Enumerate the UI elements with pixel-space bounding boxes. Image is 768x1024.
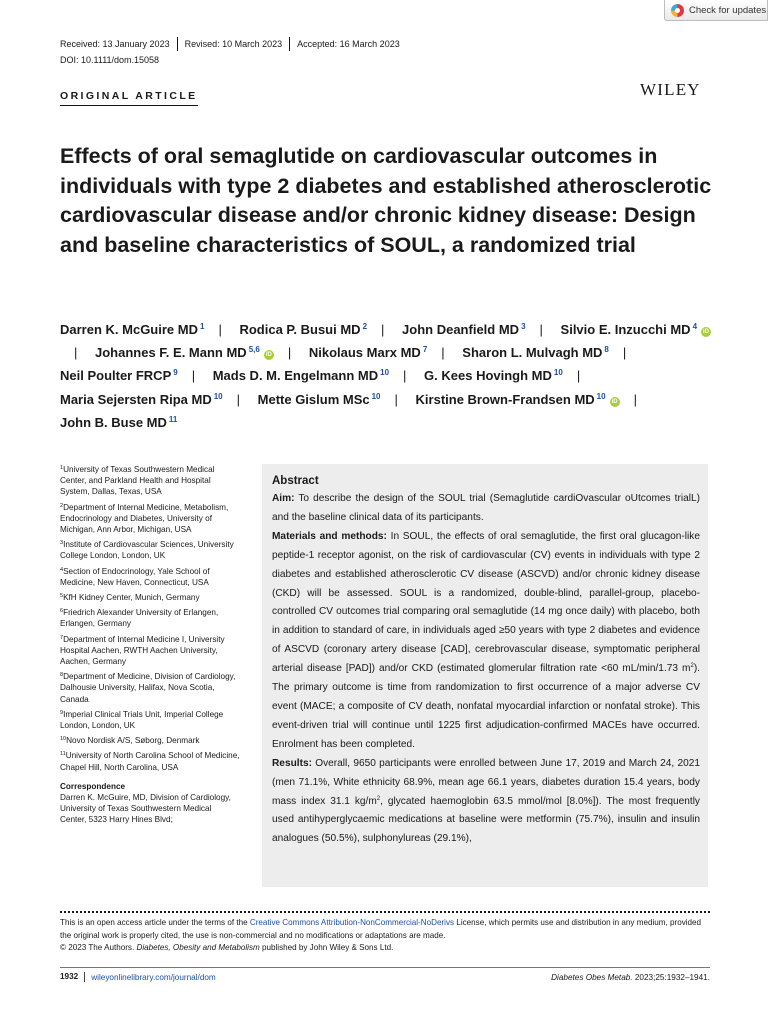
affiliation-number: 2 <box>60 502 64 509</box>
aim-label: Aim: <box>272 493 295 504</box>
author[interactable] <box>424 368 563 383</box>
author-name: Maria Sejersten Ripa MD <box>60 391 212 407</box>
author-name: Mads D. M. Engelmann MD <box>212 368 379 384</box>
author-affiliation-ref[interactable]: 10 <box>596 391 606 401</box>
author[interactable] <box>60 415 177 430</box>
author[interactable] <box>462 345 609 360</box>
author-separator: | <box>539 322 543 337</box>
correspondence-text: Darren K. McGuire, MD, Division of Cardiology, University of Texas Southwestern Medical Center, 5323 Harry Hines Blvd; <box>60 793 231 825</box>
affiliation-number: 6 <box>60 608 64 615</box>
affiliation <box>60 502 240 536</box>
affiliation-number: 10 <box>60 736 67 743</box>
affiliation-number: 4 <box>60 566 64 573</box>
author[interactable] <box>213 368 389 383</box>
author-separator: | <box>394 391 398 407</box>
results-label: Results: <box>272 757 312 769</box>
affiliation <box>60 592 240 603</box>
affiliation-text: University of North Carolina School of Medicine, Chapel Hill, North Carolina, USA <box>60 751 240 772</box>
author-list <box>60 318 720 434</box>
affiliation-number: 1 <box>60 465 64 471</box>
affiliation-text: Department of Internal Medicine, Metabolism, Endocrinology and Diabetes, University of Michigan, Ann Arbor, Michigan, USA <box>60 502 229 535</box>
affiliation-text: Department of Internal Medicine I, University Hospital Aachen, RWTH Aachen University, Aachen, Germany <box>60 634 225 667</box>
author[interactable] <box>60 368 178 383</box>
methods-label: Materials and methods: <box>272 530 387 542</box>
author-affiliation-ref[interactable]: 7 <box>422 345 428 355</box>
affiliation <box>60 709 240 731</box>
affiliation <box>60 539 240 561</box>
author-affiliation-ref[interactable]: 10 <box>553 368 563 378</box>
author-separator: | <box>381 322 385 337</box>
author[interactable] <box>258 392 381 407</box>
results-superscript: 2 <box>376 795 381 802</box>
abstract-methods <box>272 528 700 755</box>
affiliation-text: Section of Endocrinology, Yale School of Medicine, New Haven, Connecticut, USA <box>60 566 210 587</box>
author[interactable] <box>309 345 427 360</box>
copyright-journal: Diabetes, Obesity and Metabolism <box>136 943 260 953</box>
author-separator: | <box>218 322 222 337</box>
author[interactable] <box>416 392 620 407</box>
affiliation <box>60 607 240 629</box>
page-footer <box>60 967 710 981</box>
author-name: Neil Poulter FRCP <box>60 368 172 384</box>
accepted-date: Accepted: 16 March 2023 <box>289 37 407 51</box>
journal-volume-pages: 2023;25:1932–1941. <box>632 972 710 982</box>
author-affiliation-ref[interactable]: 1 <box>199 322 205 331</box>
orcid-icon[interactable]: iD <box>611 398 618 405</box>
affiliation-text: Institute of Cardiovascular Sciences, University College London, London, UK <box>60 540 234 561</box>
author-affiliation-ref[interactable]: 9 <box>173 368 178 378</box>
article-title: Effects of oral semaglutide on cardiovascular outcomes in individuals with type 2 diabetes and established atherosclerotic cardiovascular disease and/or chronic kidney disease: Design and baseline characteristics of SOUL, a randomized trial <box>60 144 712 257</box>
affiliation-number: 8 <box>60 672 64 679</box>
author[interactable] <box>95 345 274 360</box>
author-affiliation-ref[interactable]: 10 <box>371 391 381 401</box>
affiliation-number: 3 <box>60 540 64 547</box>
author-separator: | <box>576 368 581 384</box>
correspondence-heading: Correspondence <box>60 781 126 791</box>
author-name: Johannes F. E. Mann MD <box>95 345 247 361</box>
affiliations <box>60 464 240 826</box>
author-affiliation-ref[interactable]: 10 <box>380 368 390 378</box>
revised-date: Revised: 10 March 2023 <box>177 37 290 51</box>
orcid-icon[interactable]: iD <box>703 329 710 335</box>
author-name: John Deanfield MD <box>402 322 520 337</box>
journal-abbrev: Diabetes Obes Metab. <box>551 972 633 982</box>
author-name: Darren K. McGuire MD <box>60 322 198 337</box>
affiliation <box>60 464 240 498</box>
author-affiliation-ref[interactable]: 2 <box>362 322 368 331</box>
affiliation <box>60 750 240 772</box>
received-date: Received: 13 January 2023 <box>60 39 170 49</box>
author-name: Mette Gislum MSc <box>257 391 370 407</box>
affiliation-text: University of Texas Southwestern Medical Center, and Parkland Health and Hospital System, Dallas, Texas, USA <box>60 465 215 497</box>
author-name: Nikolaus Marx MD <box>308 345 421 361</box>
affiliation <box>60 671 240 705</box>
abstract-results <box>272 755 700 850</box>
abstract-aim <box>272 490 700 528</box>
abstract-heading: Abstract <box>272 475 319 487</box>
author-affiliation-ref[interactable]: 5,6 <box>248 345 260 355</box>
article-type: ORIGINAL ARTICLE <box>60 90 198 106</box>
author[interactable] <box>60 392 223 407</box>
copyright-pre: © 2023 The Authors. <box>60 943 137 953</box>
affiliation-text: Department of Medicine, Division of Cardiology, Dalhousie University, Halifax, Nova Scotia, Canada <box>60 672 236 704</box>
license-pre: This is an open access article under the terms of the <box>60 918 250 927</box>
methods-text-a: In SOUL, the effects of oral semaglutide, the first oral glucagon-like peptide-1 receptor agonist, on the risk of cardiovascular (CV) events in individuals with type 2 diabetes and established atherosclerotic CV disease (ASCVD) and/or chronic kidney disease (CKD) will be assessed. SOUL is a randomized, double-blind, parallel-group, placebo-controlled CV outcomes trial comparing oral semaglutide (14 mg once daily) with placebo, both in addition to standard of care, in individuals aged ≥50 years with type 2 diabetes and evidence of ASCVD (coronary artery disease [CAD], cerebrovascular disease, symptomatic peripheral arterial disease [PAD]) and/or CKD (estimated glomerular filtration rate <60 mL/min/1.73 m <box>272 530 700 675</box>
doi[interactable]: DOI: 10.1111/dom.15058 <box>60 55 160 65</box>
author-separator: | <box>191 368 196 384</box>
affiliation-text: Imperial Clinical Trials Unit, Imperial College London, London, UK <box>60 709 224 731</box>
results-text-b: , glycated haemoglobin 63.5 mmol/mol [8.0%]). The most frequently used antihyperglycaemic medications at baseline were metformin (75.7%), insulin and insulin analogues (50.5%), sulphonylureas (29.1%), <box>272 795 700 845</box>
affiliation-number: 5 <box>60 593 64 600</box>
license-notice <box>60 917 710 955</box>
author-name: Kirstine Brown-Frandsen MD <box>415 391 595 407</box>
results-text-a: Overall, 9650 participants were enrolled between June 17, 2019 and March 24, 2021 (men 71.1%, White ethnicity 68.9%, mean age 66.1 years, diabetes duration 15.4 years, body mass index 31.1 kg/m <box>272 757 700 807</box>
journal-citation <box>551 973 710 982</box>
author[interactable] <box>402 322 525 337</box>
author-separator: | <box>236 391 241 407</box>
publisher-logo: WILEY <box>640 80 701 99</box>
author[interactable] <box>561 322 711 337</box>
author-separator: | <box>74 345 78 361</box>
author[interactable] <box>60 322 204 337</box>
copyright-post: published by John Wiley & Sons Ltd. <box>259 943 394 953</box>
affiliation-number: 11 <box>60 751 66 758</box>
affiliation <box>60 634 240 668</box>
page-number: 1932 <box>60 972 85 982</box>
orcid-icon[interactable]: iD <box>265 352 272 359</box>
license-link[interactable]: Creative Commons Attribution-NonCommercial-NoDerivs <box>249 918 455 927</box>
author-separator: | <box>403 368 407 384</box>
affiliation <box>60 566 240 588</box>
author-name: Sharon L. Mulvagh MD <box>462 345 603 361</box>
affiliation <box>60 735 240 746</box>
license-post: License, which permits use and distribution in any medium, provided the original work is properly cited, the use is non-commercial and no modifications or adaptations are made. <box>60 918 702 940</box>
journal-url-link[interactable]: wileyonlinelibrary.com/journal/dom <box>91 972 216 982</box>
author-separator: | <box>622 345 627 361</box>
affiliation-number: 9 <box>60 709 64 716</box>
author-separator: | <box>441 345 445 361</box>
author[interactable] <box>239 322 367 337</box>
methods-text-b: ). The primary outcome is time from randomization to first occurrence of a major adverse CV event (MACE; a composite of CV death, nonfatal myocardial infarction or nonfatal stroke). This event-driven trial will continue until 1225 first adjudication-confirmed MACEs have occurred. Enrolment has been completed. <box>272 663 700 750</box>
author-separator: | <box>633 391 637 407</box>
author-name: Silvio E. Inzucchi MD <box>560 322 691 337</box>
author-name: Rodica P. Busui MD <box>239 322 361 337</box>
abstract-box <box>262 464 708 887</box>
author-separator: | <box>287 345 292 361</box>
affiliation-text: KfH Kidney Center, Munich, Germany <box>63 593 200 603</box>
author-affiliation-ref[interactable]: 11 <box>168 414 178 424</box>
crossmark-icon <box>671 4 684 17</box>
author-name: G. Kees Hovingh MD <box>424 368 552 384</box>
check-for-updates-button[interactable] <box>664 0 768 21</box>
check-for-updates-label: Check for updates <box>689 4 767 16</box>
aim-text: To describe the design of the SOUL trial (Semaglutide cardiOvascular oUtcomes trialL) and the baseline clinical data of its participants. <box>272 493 700 523</box>
author-affiliation-ref[interactable]: 3 <box>521 322 526 331</box>
license-divider <box>60 911 710 913</box>
affiliation-number: 7 <box>60 634 64 641</box>
author-affiliation-ref[interactable]: 8 <box>604 345 609 355</box>
article-history <box>60 37 407 51</box>
author-affiliation-ref[interactable]: 4 <box>692 322 698 331</box>
affiliation-text: Novo Nordisk A/S, Søborg, Denmark <box>66 736 200 746</box>
author-name: John B. Buse MD <box>60 414 167 430</box>
methods-superscript: 2 <box>690 663 694 670</box>
author-affiliation-ref[interactable]: 10 <box>213 391 223 401</box>
affiliation-text: Friedrich Alexander University of Erlangen, Erlangen, Germany <box>60 608 219 629</box>
